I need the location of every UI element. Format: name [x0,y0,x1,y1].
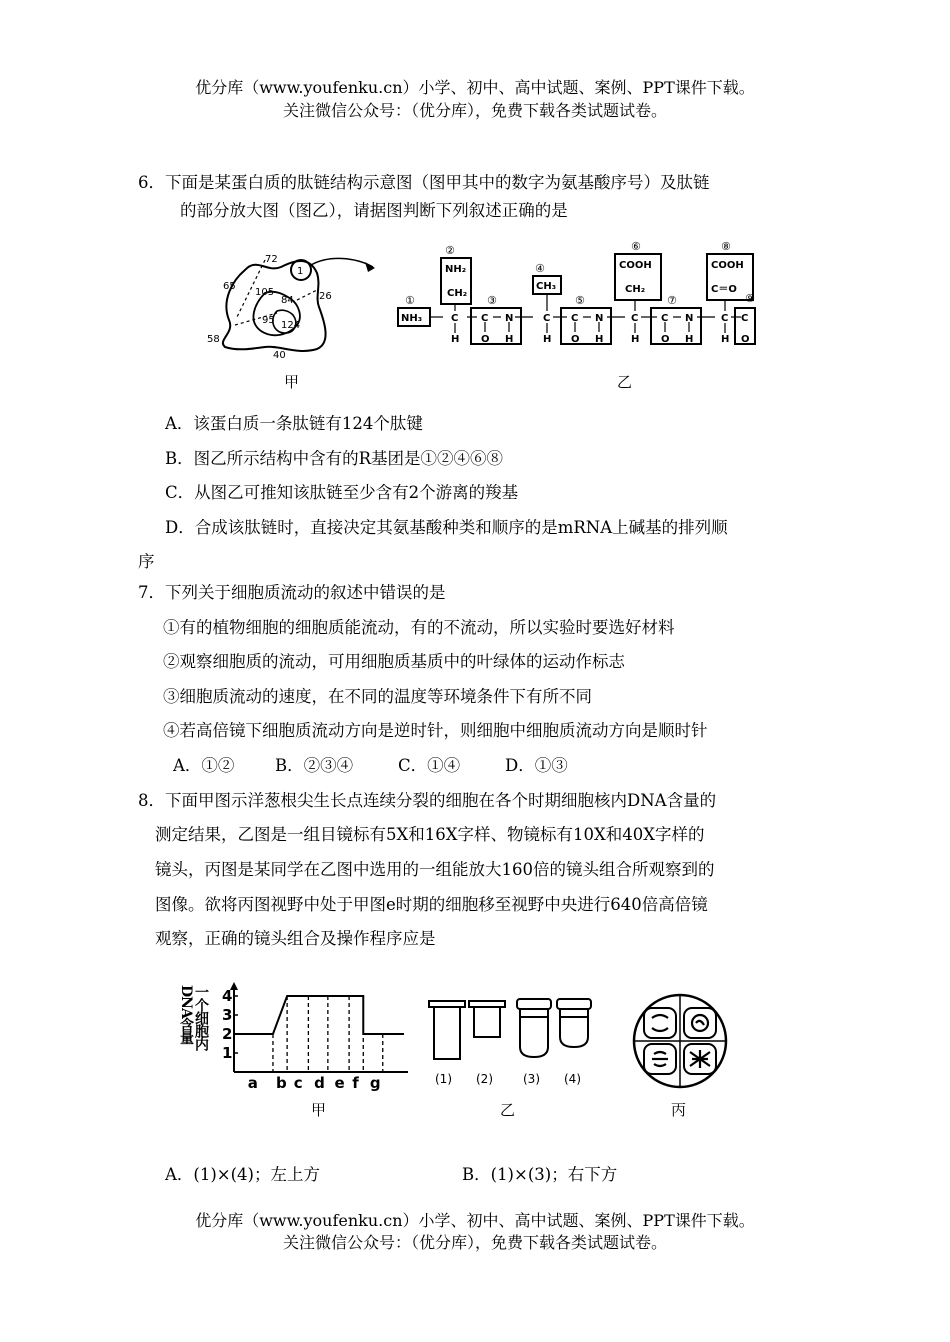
x-category-label: b [276,1074,287,1092]
q6-yi-circled: ⑨ [745,292,755,305]
lens-label: (3) [523,1072,540,1086]
x-category-label: a [247,1074,258,1092]
q6-yi-atom: O [741,334,750,345]
q8-stem-line: 镜头，丙图是某同学在乙图中选用的一组能放大160倍的镜头组合所观察到的 [155,860,715,879]
q8-field-caption: 丙 [671,1101,687,1119]
q6-option-d-line-1: D．合成该肽链时，直接决定其氨基酸种类和顺序的是mRNA上碱基的排列顺 [165,518,728,537]
q8-chart-ylabel-text: 一个细胞内DNA含量 [178,985,209,1050]
q6-jia-label: 84 [281,295,294,306]
q6-yi-atom: N [505,313,514,324]
q8-dna-chart [210,980,410,1092]
q8-chart-caption: 甲 [311,1101,327,1119]
q6-jia-label: 58 [207,334,220,345]
q6-yi-group: COOH [711,260,744,271]
q7-choice-a: A．①② [173,756,235,775]
q6-yi-circled: ⑤ [575,294,585,307]
q6-jia-caption: 甲 [284,373,300,391]
q6-yi-circled: ① [405,294,415,307]
q6-yi-atom: C [741,313,749,324]
q6-yi-atom: O [661,334,670,345]
q8-option-a: A．(1)×(4)；左上方 [165,1165,320,1184]
q6-yi-atom: H [543,334,552,345]
q8-stem-line: 8．下面甲图示洋葱根尖生长点连续分裂的细胞在各个时期细胞核内DNA含量的 [138,791,717,810]
q6-yi-atom: C [661,313,669,324]
q6-stem-line-1: 6．下面是某蛋白质的肽链结构示意图（图甲其中的数字为氨基酸序号）及肽链 [138,173,710,192]
cell-upper-right [684,1008,716,1038]
dna-series-line [234,996,404,1034]
q6-yi-circled: ⑦ [667,294,677,307]
y-tick-label: 3 [222,1006,233,1024]
q6-yi-caption: 乙 [617,373,633,391]
q8-stem-line: 图像。欲将丙图视野中处于甲图e时期的细胞移至视野中央进行640倍高倍镜 [155,895,708,914]
q6-yi-circled: ⑧ [721,240,731,253]
q6-yi-group: NH₃ [401,313,423,324]
y-tick-label: 1 [222,1044,233,1062]
q8-field-of-view [620,992,740,1092]
q6-yi-group: CH₃ [536,281,557,292]
q6-yi-group: CH₂ [625,284,646,295]
lens-label: (1) [435,1072,452,1086]
cell-upper-left [644,1008,676,1038]
footer-line-1: 优分库（www.youfenku.cn）小学、初中、高中试题、案例、PPT课件下载。 [195,1211,755,1230]
x-category-label: f [352,1074,359,1092]
q6-yi-atom: C [631,313,639,324]
q6-jia-label: 72 [265,254,278,265]
q6-yi-atom: H [631,334,640,345]
lens-label: (4) [564,1072,581,1086]
q6-jia-label: 105 [255,287,275,298]
eyepiece-lens-1 [429,1001,465,1059]
q6-yi-atom: C [543,313,551,324]
q8-lenses-caption: 乙 [500,1101,516,1119]
q6-jia-label: 95 [262,315,275,326]
q6-yi-group: NH₂ [445,264,467,275]
q8-option-b: B．(1)×(3)；右下方 [462,1165,618,1184]
q6-yi-atom: H [505,334,514,345]
q6-option-c: C．从图乙可推知该肽链至少含有2个游离的羧基 [165,483,519,502]
header-line-2: 关注微信公众号：（优分库），免费下载各类试题试卷。 [282,101,667,120]
q6-yi-atom: H [721,334,730,345]
q6-yi-atom: C [721,313,729,324]
header-line-1: 优分库（www.youfenku.cn）小学、初中、高中试题、案例、PPT课件下载。 [195,78,755,97]
eyepiece-lens-2 [469,1001,505,1037]
q7-item: ③细胞质流动的速度，在不同的温度等环境条件下有所不同 [163,687,592,706]
x-category-label: d [314,1074,325,1092]
q6-stem-line-2: 的部分放大图（图乙），请据图判断下列叙述正确的是 [180,201,568,220]
q6-yi-circled: ⑥ [631,240,641,253]
q6-yi-group: C＝O [711,284,737,295]
q8-chart-ylabel [178,985,208,1065]
q6-figure-yi [395,238,775,368]
q7-item: ②观察细胞质的流动，可用细胞质基质中的叶绿体的运动作标志 [163,652,625,671]
x-category-label: g [369,1074,381,1092]
q7-stem: 7．下列关于细胞质流动的叙述中错误的是 [138,583,446,602]
objective-lens-4 [557,999,591,1047]
objective-lens-3 [517,999,551,1057]
lens-label: (2) [476,1072,493,1086]
q7-item: ①有的植物细胞的细胞质能流动，有的不流动，所以实验时要选好材料 [163,618,675,637]
q6-jia-label: 26 [319,291,332,302]
q6-option-a: A．该蛋白质一条肽链有124个肽键 [165,414,423,433]
q6-yi-atom: C [571,313,579,324]
q6-option-d-line-2: 序 [138,552,155,571]
q6-jia-label: 1 [297,266,304,277]
q7-choice-d: D．①③ [505,756,568,775]
q6-jia-label: 124 [281,320,301,331]
q8-stem-line: 观察，正确的镜头组合及操作程序应是 [155,929,436,948]
y-tick-label: 4 [222,987,233,1005]
q6-option-b: B．图乙所示结构中含有的R基团是①②④⑥⑧ [165,449,504,468]
footer-line-2: 关注微信公众号：（优分库），免费下载各类试题试卷。 [282,1233,667,1252]
q6-yi-circled: ③ [487,294,497,307]
q6-yi-atom: H [595,334,604,345]
q6-yi-circled: ② [445,244,455,257]
q6-yi-atom: H [451,334,460,345]
q6-yi-circled: ④ [535,262,545,275]
q6-yi-group: COOH [619,260,652,271]
q8-stem-line: 测定结果，乙图是一组目镜标有5X和16X字样、物镜标有10X和40X字样的 [155,825,705,844]
q7-choice-c: C．①④ [398,756,461,775]
x-category-label: c [293,1074,303,1092]
y-tick-label: 2 [222,1025,233,1043]
q6-yi-atom: N [685,313,694,324]
q6-jia-label: 65 [223,281,236,292]
q8-lenses-figure [425,995,605,1090]
q6-yi-group: CH₂ [447,288,468,299]
q6-jia-label: 40 [273,350,286,361]
q7-choice-b: B．②③④ [275,756,354,775]
q7-item: ④若高倍镜下细胞质流动方向是逆时针，则细胞中细胞质流动方向是顺时针 [163,721,708,740]
q6-yi-atom: C [481,313,489,324]
q6-yi-atom: O [571,334,580,345]
q6-yi-atom: O [481,334,490,345]
q6-yi-atom: C [451,313,459,324]
q6-yi-atom: N [595,313,604,324]
q6-yi-atom: H [685,334,694,345]
x-category-label: e [334,1074,345,1092]
